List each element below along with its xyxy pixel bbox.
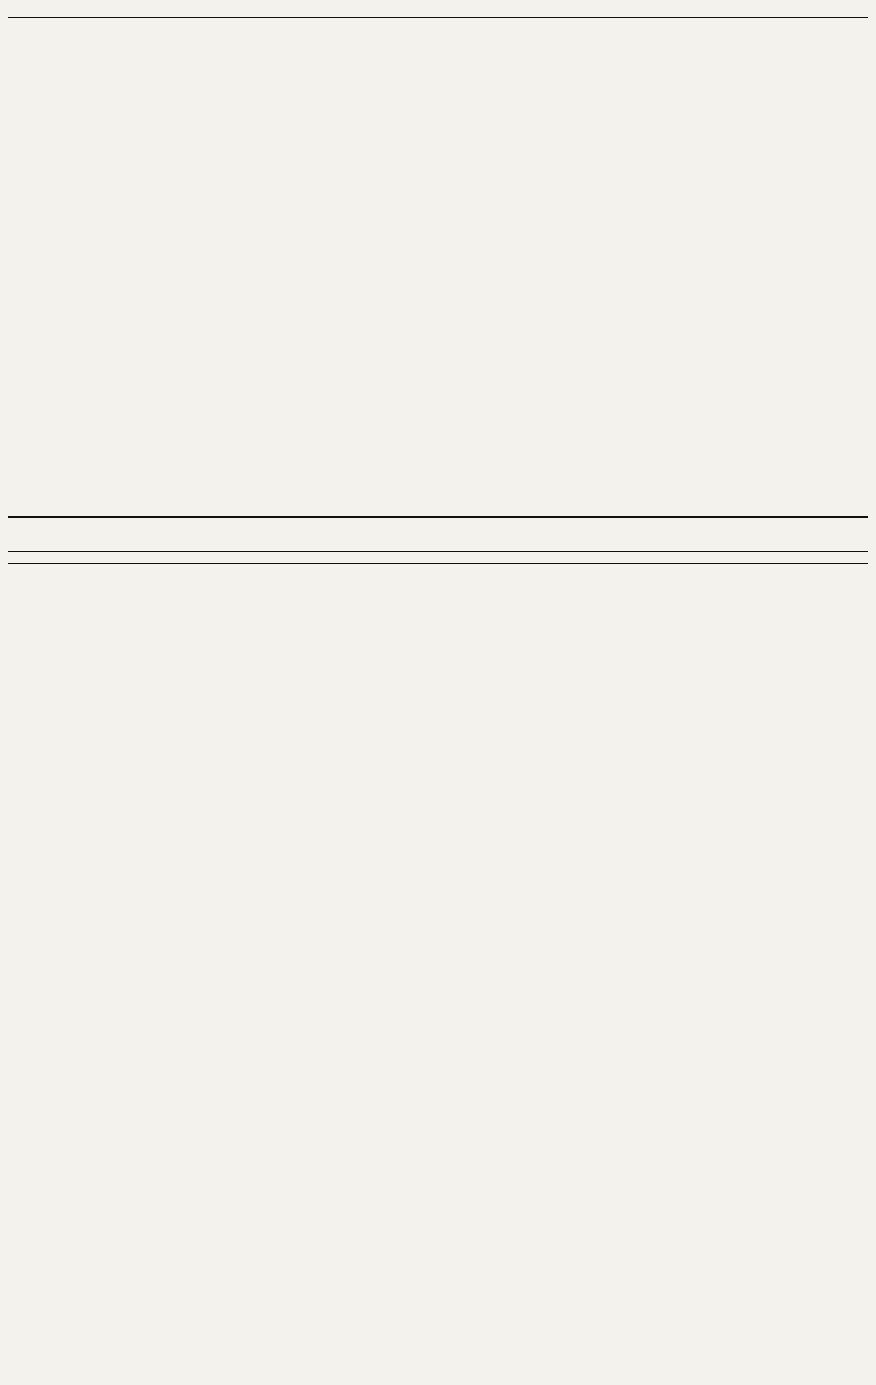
deadline-line xyxy=(8,553,868,564)
masthead xyxy=(8,4,868,18)
top-classified-band xyxy=(8,22,868,514)
service-guide-band xyxy=(8,566,868,1378)
home-service-guide-banner xyxy=(8,516,868,552)
masthead-section xyxy=(863,4,868,17)
